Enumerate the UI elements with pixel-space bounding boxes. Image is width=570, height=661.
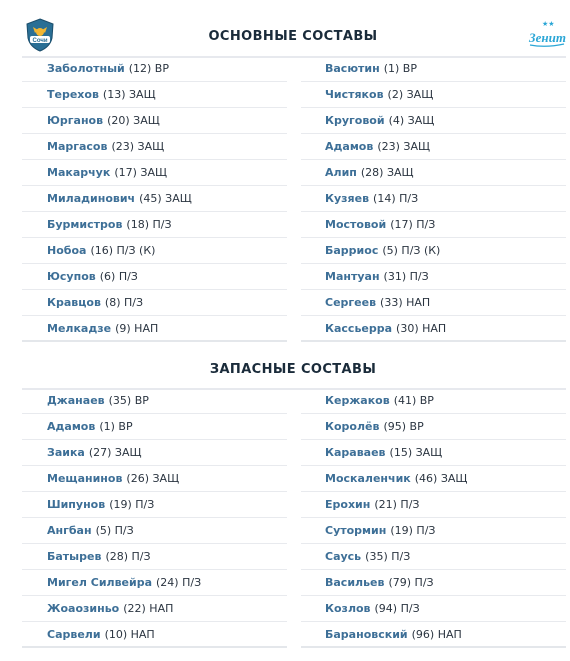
- player-number-position: (14) П/З: [373, 192, 419, 205]
- player-row: [22, 160, 287, 186]
- player-row: [22, 82, 287, 108]
- player-number-position: (13) ЗАЩ: [102, 88, 156, 101]
- player-number-position: (9) НАП: [115, 321, 159, 335]
- player-number-position: (79) П/З: [388, 576, 434, 589]
- player-row: [301, 492, 566, 518]
- player-number-position: (41) ВР: [393, 394, 434, 407]
- player-number-position: (12) ВР: [128, 62, 169, 75]
- player-number-position: (35) ВР: [108, 394, 149, 407]
- player-name-link[interactable]: Мелкадзе: [47, 321, 112, 335]
- player-name-link[interactable]: Мостовой: [325, 218, 387, 231]
- player-row: [301, 108, 566, 134]
- player-row: [301, 238, 566, 264]
- player-row: [301, 596, 566, 622]
- player-number-position: (35) П/З: [365, 550, 411, 563]
- player-number-position: (30) НАП: [396, 321, 447, 335]
- player-row: [301, 388, 566, 414]
- player-name-link[interactable]: Сарвели: [47, 627, 101, 641]
- player-name-link[interactable]: Кержаков: [325, 394, 390, 407]
- player-row: [22, 212, 287, 238]
- player-name-link[interactable]: Саусь: [325, 550, 362, 563]
- player-number-position: (19) П/З: [390, 524, 436, 537]
- player-name-link[interactable]: Заика: [47, 446, 85, 459]
- player-name-link[interactable]: Макарчук: [47, 166, 111, 179]
- starting-lineups-heading: ОСНОВНЫЕ СОСТАВЫ: [208, 29, 378, 44]
- player-row: [301, 186, 566, 212]
- player-row: [22, 238, 287, 264]
- player-number-position: (20) ЗАЩ: [107, 114, 160, 127]
- player-number-position: (27) ЗАЩ: [88, 446, 142, 459]
- player-row: [301, 134, 566, 160]
- player-name-link[interactable]: Королёв: [325, 420, 380, 433]
- player-row: [22, 186, 287, 212]
- player-row: [22, 570, 287, 596]
- player-number-position: (26) ЗАЩ: [126, 472, 180, 485]
- sochi-logo-text: Сочи: [32, 38, 48, 44]
- player-row: [22, 290, 287, 316]
- player-number-position: (18) П/З: [126, 218, 172, 231]
- player-number-position: (1) ВР: [383, 62, 417, 75]
- player-name-link[interactable]: Круговой: [325, 114, 385, 127]
- player-row: [301, 544, 566, 570]
- player-name-link[interactable]: Алип: [325, 166, 357, 179]
- player-name-link[interactable]: Ерохин: [325, 498, 371, 511]
- player-name-link[interactable]: Кузяев: [325, 192, 370, 205]
- player-name-link[interactable]: Барриос: [325, 244, 379, 257]
- player-number-position: (17) ЗАЩ: [114, 166, 168, 179]
- player-number-position: (21) П/З: [374, 498, 420, 511]
- player-name-link[interactable]: Караваев: [325, 446, 386, 459]
- player-name-link[interactable]: Сергеев: [325, 296, 377, 309]
- player-row: [301, 290, 566, 316]
- player-number-position: (15) ЗАЩ: [389, 446, 443, 459]
- player-name-link[interactable]: Ангбан: [47, 524, 92, 537]
- player-name-link[interactable]: Москаленчик: [325, 472, 411, 485]
- player-row: [301, 414, 566, 440]
- player-name-link[interactable]: Васютин: [325, 62, 380, 75]
- player-row: [22, 622, 287, 648]
- player-number-position: (10) НАП: [104, 627, 155, 641]
- player-name-link[interactable]: Шипунов: [47, 498, 106, 511]
- player-row: [22, 264, 287, 290]
- player-row: [301, 466, 566, 492]
- player-name-link[interactable]: Нобоа: [47, 244, 87, 257]
- player-number-position: (6) П/З: [99, 270, 138, 283]
- substitutes-heading: ЗАПАСНЫЕ СОСТАВЫ: [209, 362, 377, 377]
- player-row: [22, 56, 287, 82]
- player-name-link[interactable]: Козлов: [325, 602, 371, 615]
- player-row: [22, 492, 287, 518]
- player-number-position: (46) ЗАЩ: [414, 472, 468, 485]
- away-substitutes-list: [301, 388, 566, 648]
- player-number-position: (94) П/З: [374, 602, 420, 615]
- player-name-link[interactable]: Кассьерра: [325, 321, 393, 335]
- player-number-position: (45) ЗАЩ: [139, 192, 192, 205]
- player-name-link[interactable]: Юсупов: [47, 270, 96, 283]
- player-name-link[interactable]: Сутормин: [325, 524, 387, 537]
- player-row: [22, 596, 287, 622]
- player-row: [301, 622, 566, 648]
- player-number-position: (23) ЗАЩ: [377, 140, 431, 153]
- player-row: [22, 440, 287, 466]
- player-name-link[interactable]: Барановский: [325, 627, 408, 641]
- player-number-position: (19) П/З: [109, 498, 155, 511]
- player-row: [22, 316, 287, 342]
- player-number-position: (95) ВР: [383, 420, 424, 433]
- player-name-link[interactable]: Юрганов: [47, 114, 104, 127]
- player-number-position: (28) ЗАЩ: [360, 166, 414, 179]
- player-row: [22, 544, 287, 570]
- player-row: [301, 264, 566, 290]
- player-row: [301, 570, 566, 596]
- player-number-position: (96) НАП: [411, 627, 462, 641]
- player-name-link[interactable]: Васильев: [325, 576, 385, 589]
- player-name-link[interactable]: Мещанинов: [47, 472, 123, 485]
- player-number-position: (31) П/З: [383, 270, 429, 283]
- player-row: [301, 440, 566, 466]
- player-row: [301, 56, 566, 82]
- player-name-link[interactable]: Миладинович: [47, 192, 136, 205]
- player-name-link[interactable]: Чистяков: [325, 88, 384, 101]
- home-substitutes-list: [22, 388, 287, 648]
- player-number-position: (4) ЗАЩ: [388, 114, 435, 127]
- player-number-position: (22) НАП: [123, 602, 174, 615]
- player-number-position: (28) П/З: [105, 550, 151, 563]
- player-number-position: (8) П/З: [104, 296, 144, 309]
- player-name-link[interactable]: Маргасов: [47, 140, 108, 153]
- player-row: [301, 160, 566, 186]
- player-number-position: (1) ВР: [99, 420, 133, 433]
- player-name-link[interactable]: Заболотный: [47, 62, 125, 75]
- player-row: [22, 388, 287, 414]
- player-name-link[interactable]: Терехов: [47, 88, 99, 101]
- player-name-link[interactable]: Джанаев: [47, 394, 105, 407]
- player-number-position: (17) П/З: [390, 218, 436, 231]
- player-row: [301, 518, 566, 544]
- player-row: [22, 518, 287, 544]
- player-row: [301, 212, 566, 238]
- player-number-position: (2) ЗАЩ: [387, 88, 434, 101]
- player-row: [22, 134, 287, 160]
- player-number-position: (33) НАП: [380, 296, 431, 309]
- home-starting-list: [22, 56, 287, 342]
- player-number-position: (5) П/З (К): [382, 244, 441, 257]
- player-name-link[interactable]: Адамов: [47, 420, 96, 433]
- player-row: [22, 414, 287, 440]
- zenit-logo-text: Зенит: [529, 30, 566, 45]
- player-name-link[interactable]: Мантуан: [325, 270, 380, 283]
- player-name-link[interactable]: Батырев: [47, 550, 102, 563]
- player-row: [22, 108, 287, 134]
- player-name-link[interactable]: Бурмистров: [47, 218, 123, 231]
- player-row: [22, 466, 287, 492]
- player-number-position: (24) П/З: [156, 576, 202, 589]
- player-number-position: (16) П/З (К): [90, 244, 156, 257]
- away-starting-list: [301, 56, 566, 342]
- player-row: [301, 82, 566, 108]
- player-name-link[interactable]: Кравцов: [47, 296, 101, 309]
- player-name-link[interactable]: Адамов: [325, 140, 374, 153]
- player-number-position: (23) ЗАЩ: [111, 140, 165, 153]
- player-row: [301, 316, 566, 342]
- player-name-link[interactable]: Жоаозиньо: [47, 602, 120, 615]
- player-name-link[interactable]: Мигел Силвейра: [47, 576, 153, 589]
- svg-text:★★: ★★: [542, 20, 555, 28]
- player-number-position: (5) П/З: [95, 524, 134, 537]
